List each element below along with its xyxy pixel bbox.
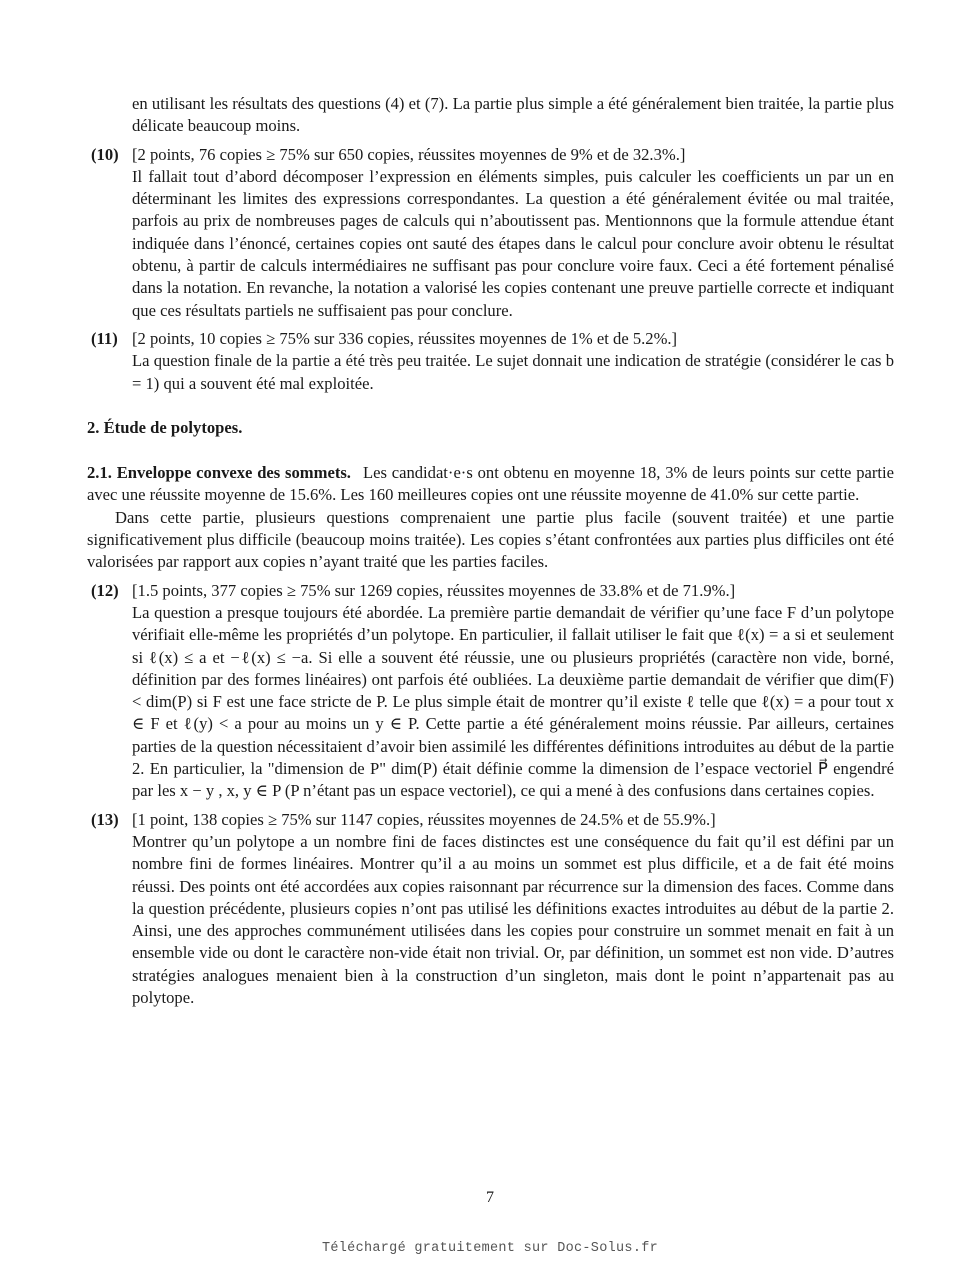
question-meta: [1.5 points, 377 copies ≥ 75% sur 1269 copies, réussites moyennes de 33.8% et de 71.9%.] (132, 580, 736, 600)
question-12 (87, 580, 894, 803)
subsection-paragraph: Dans cette partie, plusieurs questions comprenaient une partie plus facile (souvent traitée) et une partie significativement plus difficile (beaucoup moins traitée). Les copies s’étant confrontées aux parties plus difficiles ont été valorisées par rapport aux copies n’ayant traité que les parties faciles. (87, 507, 894, 572)
question-11 (87, 328, 894, 395)
subsection-title: 2.1. Enveloppe convexe des sommets. (87, 463, 351, 483)
question-body: Montrer qu’un polytope a un nombre fini de faces distinctes est une conséquence du fait qu’il est défini par un nombre fini de formes linéaires. Montrer qu’il a au moins un sommet est plus difficile, et a de fait été moins réussi. Des points ont été accordées aux copies raisonnant par récurrence sur la dimension des faces. Comme dans la question précédente, plusieurs copies n’ont pas utilisé les définitions exactes introduites au début de la partie 2. Ainsi, une des approches communément utilisées dans les copies pour construire un sommet menait en fait à un ensemble vide ou dont le caractère non-vide était non trivial. Or, par définition, un sommet est non vide. D’autres stratégies analogues menaient bien à la construction d’un singleton, mais dont le point n’appartenait pas au polytope. (132, 831, 894, 1007)
question-number: (11) (91, 328, 118, 348)
question-number: (12) (91, 580, 119, 600)
section-title: 2. Étude de polytopes. (87, 417, 243, 437)
subsection-intro (87, 462, 894, 507)
question-13 (87, 809, 894, 1010)
question-meta: [2 points, 10 copies ≥ 75% sur 336 copies, réussites moyennes de 1% et de 5.2%.] (132, 328, 678, 348)
subsection-summary: Les candidat·e·s ont obtenu en moyenne 18, 3% de leurs points sur cette partie avec une réussite moyenne de 15.6%. Les 160 meilleures copies ont une réussite moyenne de 41.0% sur cette partie. (87, 463, 894, 505)
question-10 (87, 144, 894, 322)
question-meta: [2 points, 76 copies ≥ 75% sur 650 copies, réussites moyennes de 9% et de 32.3%.] (132, 144, 686, 164)
intro-continuation: en utilisant les résultats des questions (4) et (7). La partie plus simple a été généralement bien traitée, la partie plus délicate beaucoup moins. (132, 94, 894, 136)
page-number: 7 (486, 1189, 494, 1206)
document-page (87, 93, 894, 1015)
question-number: (10) (91, 144, 119, 164)
question-meta: [1 point, 138 copies ≥ 75% sur 1147 copies, réussites moyennes de 24.5% et de 55.9%.] (132, 809, 716, 829)
question-body: La question a presque toujours été abordée. La première partie demandait de vérifier qu’une face F d’un polytope vérifiait elle-même les propriétés d’un polytope. En particulier, il fallait utiliser le fait que ℓ(x) = a si et seulement si ℓ(x) ≤ a et −ℓ(x) ≤ −a. Si elle a souvent été réussie, une ou plusieurs propriétés (caractère non vide, borné, définition par des formes linéaires) ont parfois été oubliées. La deuxième partie demandait de vérifier que dim(F) < dim(P) si F est une face stricte de P. Le plus simple était de montrer qu’il existe ℓ telle que ℓ(x) = a pour tout x ∈ F et ℓ(y) < a pour au moins un y ∈ P. Cette partie a été généralement moins réussie. Par ailleurs, certaines parties de la question nécessitaient d’avoir bien assimilé les différentes définitions introduites au début de la partie 2. En particulier, la "dimension de P" dim(P) était définie comme la dimension de l’espace vectoriel P⃗ engendré par les x − y , x, y ∈ P (P n’étant pas un espace vectoriel), ce qui a mené à des confusions dans certaines copies. (132, 602, 894, 801)
question-body: La question finale de la partie a été très peu traitée. Le sujet donnait une indication de stratégie (considérer le cas b = 1) qui a souvent été mal exploitée. (132, 351, 894, 393)
question-number: (13) (91, 809, 119, 829)
question-body: Il fallait tout d’abord décomposer l’expression en éléments simples, puis calculer les coefficients un par un en déterminant les limites des expressions correspondantes. La question a été généralement évitée ou mal traitée, parfois au prix de nombreuses pages de calculs qui n’aboutissent pas. Mentionnons que la formule attendue étant indiquée dans l’énoncé, certaines copies ont sauté des étapes dans le calcul pour conclure avoir obtenu le résultat obtenu, à partir de calculs intermédiaires ne suffisant pas pour conclure voire faux. Ceci a été fortement pénalisé dans la notation. En revanche, la notation a valorisé les copies contenant une preuve partielle correcte et indiquant que ces résultats partiels ne suffisaient pas pour conclure. (132, 166, 894, 320)
download-footer: Téléchargé gratuitement sur Doc-Solus.fr (321, 1241, 659, 1256)
